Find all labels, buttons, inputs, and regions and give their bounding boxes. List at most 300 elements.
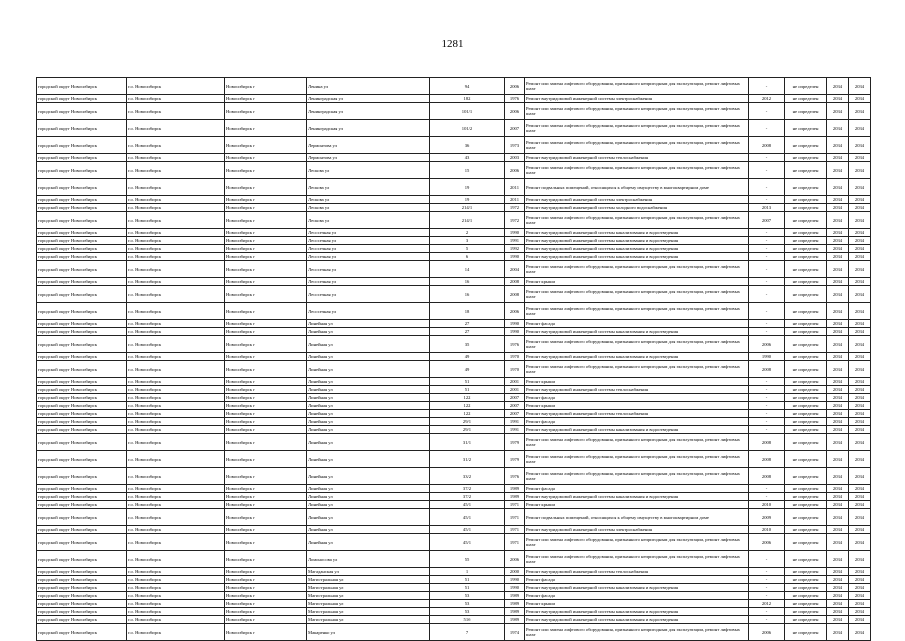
cell-year-from: 2034 [827,418,849,426]
cell-house: 53 [430,592,505,600]
cell-status: не определен [785,616,827,624]
cell-settlement: г.о. Новосибирск [127,386,225,394]
cell-work: Ремонт внутридомовой инженерной системы канализования и водоотведения [525,328,749,336]
cell-house: 51 [430,576,505,584]
cell-house: 31/2 [430,451,505,468]
cell-year-from: 2034 [827,196,849,204]
cell-year-to: 2034 [849,485,871,493]
cell-area: городской округ Новосибирск [37,303,127,320]
cell-last-repair: - [749,103,785,120]
cell-house: 51 [430,378,505,386]
cell-work: Ремонт или замена лифтового оборудования, признанного непригодным для эксплуатации, ремонт лифтовых шахт [525,78,749,95]
cell-city: Новосибирск г [225,162,307,179]
cell-year: 2007 [505,402,525,410]
cell-work: Ремонт внутридомовой инженерной системы теплоснабжения [525,410,749,418]
cell-city: Новосибирск г [225,137,307,154]
cell-year-from: 2034 [827,154,849,162]
cell-year-from: 2034 [827,261,849,278]
cell-settlement: г.о. Новосибирск [127,410,225,418]
cell-street: Линейная ул [307,468,430,485]
cell-status: не определен [785,204,827,212]
table-row [37,303,871,320]
table-row [37,336,871,353]
cell-work: Ремонт внутридомовой инженерной системы канализования и водоотведения [525,616,749,624]
cell-work: Ремонт фасада [525,576,749,584]
cell-street: Линейная ул [307,361,430,378]
cell-year-to: 2034 [849,592,871,600]
table-row [37,78,871,95]
cell-house: 5 [430,245,505,253]
cell-street: Лесосечная ул [307,229,430,237]
cell-city: Новосибирск г [225,493,307,501]
cell-house: 35 [430,336,505,353]
cell-house: 33/2 [430,468,505,485]
cell-year-to: 2034 [849,245,871,253]
table-row [37,328,871,336]
cell-year-to: 2034 [849,137,871,154]
cell-city: Новосибирск г [225,410,307,418]
cell-work: Ремонт внутридомовой инженерной системы канализования и водоотведения [525,493,749,501]
table-row [37,162,871,179]
cell-city: Новосибирск г [225,526,307,534]
cell-area: городской округ Новосибирск [37,103,127,120]
cell-status: не определен [785,624,827,641]
table-row [37,103,871,120]
cell-year: 2001 [505,386,525,394]
cell-last-repair: - [749,162,785,179]
table-row [37,394,871,402]
cell-settlement: г.о. Новосибирск [127,286,225,303]
cell-settlement: г.о. Новосибирск [127,592,225,600]
cell-settlement: г.о. Новосибирск [127,493,225,501]
cell-settlement: г.о. Новосибирск [127,551,225,568]
table-row [37,361,871,378]
cell-status: не определен [785,154,827,162]
cell-work: Ремонт крыши [525,600,749,608]
cell-year-to: 2034 [849,434,871,451]
cell-street: Ленинградская ул [307,120,430,137]
cell-area: городской округ Новосибирск [37,584,127,592]
cell-last-repair: 2008 [749,451,785,468]
cell-house: 16 [430,278,505,286]
cell-street: Лескова ул [307,204,430,212]
table-row [37,509,871,526]
cell-street: Лесосечная ул [307,245,430,253]
cell-work: Ремонт фасада [525,592,749,600]
cell-settlement: г.о. Новосибирск [127,154,225,162]
cell-year: 1990 [505,576,525,584]
cell-status: не определен [785,303,827,320]
cell-last-repair: - [749,286,785,303]
cell-year-to: 2034 [849,286,871,303]
cell-year: 1989 [505,592,525,600]
cell-house: 43 [430,154,505,162]
cell-city: Новосибирск г [225,320,307,328]
cell-year-from: 2034 [827,137,849,154]
table-row [37,608,871,616]
cell-house: 122 [430,410,505,418]
cell-status: не определен [785,418,827,426]
cell-work: Ремонт фасада [525,320,749,328]
cell-last-repair: 2006 [749,336,785,353]
cell-settlement: г.о. Новосибирск [127,394,225,402]
cell-year-to: 2034 [849,120,871,137]
cell-area: городской округ Новосибирск [37,179,127,196]
cell-house: 53 [430,600,505,608]
cell-city: Новосибирск г [225,303,307,320]
cell-status: не определен [785,245,827,253]
cell-last-repair: 2010 [749,501,785,509]
table-row [37,237,871,245]
cell-status: не определен [785,386,827,394]
cell-year: 1970 [505,353,525,361]
cell-city: Новосибирск г [225,509,307,526]
cell-year-from: 2034 [827,509,849,526]
cell-street: Ломоносова ул [307,551,430,568]
cell-house: 51б [430,616,505,624]
cell-year: 1989 [505,600,525,608]
cell-work: Ремонт внутридомовой инженерной системы теплоснабжения [525,568,749,576]
table-row [37,576,871,584]
cell-area: городской округ Новосибирск [37,196,127,204]
cell-work: Ремонт или замена лифтового оборудования, признанного непригодным для эксплуатации, ремонт лифтовых шахт [525,624,749,641]
cell-status: не определен [785,261,827,278]
cell-area: городской округ Новосибирск [37,386,127,394]
cell-work: Ремонт или замена лифтового оборудования, признанного непригодным для эксплуатации, ремонт лифтовых шахт [525,434,749,451]
cell-status: не определен [785,451,827,468]
cell-area: городской округ Новосибирск [37,353,127,361]
cell-settlement: г.о. Новосибирск [127,245,225,253]
cell-year-from: 2034 [827,402,849,410]
cell-year-from: 2034 [827,320,849,328]
cell-city: Новосибирск г [225,608,307,616]
cell-year-to: 2034 [849,451,871,468]
cell-street: Линейная ул [307,320,430,328]
cell-street: Линейная ул [307,534,430,551]
table-row [37,386,871,394]
cell-year-from: 2034 [827,592,849,600]
cell-year-from: 2034 [827,584,849,592]
cell-area: городской округ Новосибирск [37,378,127,386]
cell-settlement: г.о. Новосибирск [127,137,225,154]
cell-city: Новосибирск г [225,616,307,624]
cell-street: Линейная ул [307,426,430,434]
cell-year-from: 2034 [827,361,849,378]
cell-year-to: 2034 [849,493,871,501]
cell-area: городской округ Новосибирск [37,402,127,410]
cell-year-from: 2034 [827,394,849,402]
cell-street: Лескова ул [307,179,430,196]
cell-year-from: 2034 [827,568,849,576]
cell-work: Ремонт внутридомовой инженерной системы канализования и водоотведения [525,237,749,245]
cell-last-repair: 2012 [749,95,785,103]
cell-house: 29/1 [430,418,505,426]
cell-work: Ремонт или замена лифтового оборудования, признанного непригодным для эксплуатации, ремонт лифтовых шахт [525,336,749,353]
cell-year-from: 2034 [827,608,849,616]
cell-year: 2007 [505,120,525,137]
cell-year-from: 2034 [827,551,849,568]
cell-area: городской округ Новосибирск [37,120,127,137]
cell-city: Новосибирск г [225,336,307,353]
cell-street: Макаренко ул [307,624,430,641]
cell-last-repair: 2012 [749,600,785,608]
cell-last-repair: - [749,320,785,328]
cell-year: 1971 [505,534,525,551]
cell-street: Магистральная ул [307,608,430,616]
cell-year-to: 2034 [849,378,871,386]
cell-year: 2006 [505,303,525,320]
cell-settlement: г.о. Новосибирск [127,426,225,434]
table-row [37,485,871,493]
cell-work: Ремонт внутридомовой инженерной системы канализования и водоотведения [525,426,749,434]
cell-year: 2003 [505,154,525,162]
cell-last-repair: - [749,229,785,237]
cell-year: 2007 [505,410,525,418]
cell-settlement: г.о. Новосибирск [127,616,225,624]
cell-street: Магистральная ул [307,600,430,608]
cell-year-from: 2034 [827,103,849,120]
cell-last-repair: 2007 [749,212,785,229]
cell-last-repair: 2006 [749,624,785,641]
cell-area: городской округ Новосибирск [37,320,127,328]
cell-status: не определен [785,608,827,616]
cell-city: Новосибирск г [225,245,307,253]
cell-year-from: 2034 [827,378,849,386]
cell-area: городской округ Новосибирск [37,394,127,402]
cell-last-repair: - [749,592,785,600]
cell-city: Новосибирск г [225,253,307,261]
cell-area: городской округ Новосибирск [37,286,127,303]
cell-house: 49 [430,353,505,361]
cell-street: Лесосечная ул [307,303,430,320]
cell-work: Ремонт или замена лифтового оборудования, признанного непригодным для эксплуатации, ремонт лифтовых шахт [525,162,749,179]
cell-year: 2001 [505,378,525,386]
cell-house: 45/1 [430,509,505,526]
cell-year-from: 2034 [827,237,849,245]
cell-year-to: 2034 [849,576,871,584]
cell-last-repair: - [749,237,785,245]
cell-city: Новосибирск г [225,78,307,95]
cell-year-from: 2034 [827,245,849,253]
cell-city: Новосибирск г [225,386,307,394]
cell-house: 49 [430,361,505,378]
cell-house: 16 [430,286,505,303]
cell-year-to: 2034 [849,320,871,328]
table-row [37,402,871,410]
cell-street: Лескова ул [307,196,430,204]
cell-status: не определен [785,229,827,237]
cell-last-repair: - [749,78,785,95]
cell-last-repair: - [749,253,785,261]
cell-year-from: 2034 [827,485,849,493]
table-row [37,154,871,162]
cell-work: Ремонт крыши [525,402,749,410]
cell-year-from: 2034 [827,468,849,485]
cell-house: 214/1 [430,204,505,212]
cell-house: 7 [430,624,505,641]
cell-year-to: 2034 [849,95,871,103]
cell-area: городской округ Новосибирск [37,568,127,576]
table-row [37,568,871,576]
cell-house: 37/2 [430,485,505,493]
cell-year-to: 2034 [849,394,871,402]
cell-area: городской округ Новосибирск [37,534,127,551]
table-row [37,501,871,509]
cell-city: Новосибирск г [225,278,307,286]
cell-last-repair: - [749,493,785,501]
cell-area: городской округ Новосибирск [37,624,127,641]
cell-city: Новосибирск г [225,434,307,451]
cell-last-repair: - [749,120,785,137]
cell-area: городской округ Новосибирск [37,616,127,624]
table-row [37,253,871,261]
cell-city: Новосибирск г [225,237,307,245]
cell-year: 1973 [505,137,525,154]
cell-street: Линейная ул [307,418,430,426]
cell-year: 1976 [505,95,525,103]
cell-last-repair: - [749,418,785,426]
cell-year-to: 2034 [849,162,871,179]
cell-year-to: 2034 [849,551,871,568]
cell-house: 122 [430,394,505,402]
cell-status: не определен [785,426,827,434]
cell-status: не определен [785,402,827,410]
cell-status: не определен [785,320,827,328]
cell-settlement: г.о. Новосибирск [127,624,225,641]
cell-last-repair: - [749,410,785,418]
cell-settlement: г.о. Новосибирск [127,204,225,212]
cell-status: не определен [785,336,827,353]
cell-street: Линейная ул [307,386,430,394]
cell-street: Линейная ул [307,394,430,402]
cell-area: городской округ Новосибирск [37,551,127,568]
cell-city: Новосибирск г [225,286,307,303]
cell-house: 53 [430,608,505,616]
table-row [37,600,871,608]
cell-work: Ремонт или замена лифтового оборудования, признанного непригодным для эксплуатации, ремонт лифтовых шахт [525,534,749,551]
cell-area: городской округ Новосибирск [37,253,127,261]
cell-city: Новосибирск г [225,103,307,120]
cell-year-to: 2034 [849,608,871,616]
cell-street: Магистральная ул [307,592,430,600]
cell-house: 101/1 [430,103,505,120]
cell-house: 45/1 [430,534,505,551]
cell-year-from: 2034 [827,95,849,103]
cell-house: 55 [430,551,505,568]
cell-status: не определен [785,328,827,336]
cell-year-from: 2034 [827,526,849,534]
cell-status: не определен [785,120,827,137]
cell-city: Новосибирск г [225,196,307,204]
table-row [37,286,871,303]
cell-street: Линейная ул [307,336,430,353]
cell-house: 122 [430,402,505,410]
cell-area: городской округ Новосибирск [37,493,127,501]
cell-year: 2008 [505,278,525,286]
cell-area: городской округ Новосибирск [37,468,127,485]
cell-house: 29/1 [430,426,505,434]
cell-year-to: 2034 [849,361,871,378]
cell-last-repair: - [749,261,785,278]
cell-street: Линейная ул [307,328,430,336]
cell-status: не определен [785,485,827,493]
cell-status: не определен [785,534,827,551]
cell-status: не определен [785,78,827,95]
cell-settlement: г.о. Новосибирск [127,576,225,584]
cell-year: 1990 [505,320,525,328]
cell-area: городской округ Новосибирск [37,526,127,534]
cell-area: городской округ Новосибирск [37,410,127,418]
cell-year: 2011 [505,196,525,204]
cell-street: Линейная ул [307,378,430,386]
cell-status: не определен [785,434,827,451]
cell-year: 1990 [505,229,525,237]
cell-year-from: 2034 [827,493,849,501]
cell-year-to: 2034 [849,402,871,410]
cell-work: Ремонт внутридомовой инженерной системы канализования и водоотведения [525,353,749,361]
cell-year-to: 2034 [849,353,871,361]
cell-year-to: 2034 [849,204,871,212]
cell-year: 1974 [505,624,525,641]
cell-city: Новосибирск г [225,551,307,568]
table-row [37,120,871,137]
cell-year-from: 2034 [827,229,849,237]
cell-house: 27 [430,320,505,328]
cell-year: 1990 [505,253,525,261]
cell-street: Линейная ул [307,526,430,534]
cell-work: Ремонт фасада [525,485,749,493]
table-row [37,410,871,418]
cell-city: Новосибирск г [225,394,307,402]
cell-house: 6 [430,253,505,261]
cell-settlement: г.о. Новосибирск [127,534,225,551]
cell-house: 31/1 [430,434,505,451]
cell-area: городской округ Новосибирск [37,434,127,451]
cell-last-repair: 2009 [749,509,785,526]
cell-work: Ремонт внутридомовой инженерной системы холодного водоснабжения [525,204,749,212]
cell-city: Новосибирск г [225,378,307,386]
cell-year: 2007 [505,394,525,402]
cell-status: не определен [785,278,827,286]
cell-house: 182 [430,95,505,103]
cell-street: Лесосечная ул [307,253,430,261]
cell-settlement: г.о. Новосибирск [127,162,225,179]
table-row [37,584,871,592]
cell-year-from: 2034 [827,576,849,584]
cell-settlement: г.о. Новосибирск [127,600,225,608]
cell-area: городской округ Новосибирск [37,576,127,584]
cell-city: Новосибирск г [225,328,307,336]
cell-settlement: г.о. Новосибирск [127,196,225,204]
cell-house: 45/1 [430,501,505,509]
cell-settlement: г.о. Новосибирск [127,584,225,592]
cell-year-to: 2034 [849,196,871,204]
cell-street: Линейная ул [307,493,430,501]
table-row [37,261,871,278]
cell-last-repair: 2006 [749,534,785,551]
cell-area: городской округ Новосибирск [37,336,127,353]
cell-status: не определен [785,253,827,261]
table-row [37,418,871,426]
cell-city: Новосибирск г [225,120,307,137]
cell-status: не определен [785,509,827,526]
cell-last-repair: - [749,386,785,394]
cell-work: Ремонт внутридомовой инженерной системы теплоснабжения [525,386,749,394]
cell-year-to: 2034 [849,78,871,95]
cell-status: не определен [785,378,827,386]
cell-house: 36 [430,137,505,154]
cell-house: 18 [430,303,505,320]
